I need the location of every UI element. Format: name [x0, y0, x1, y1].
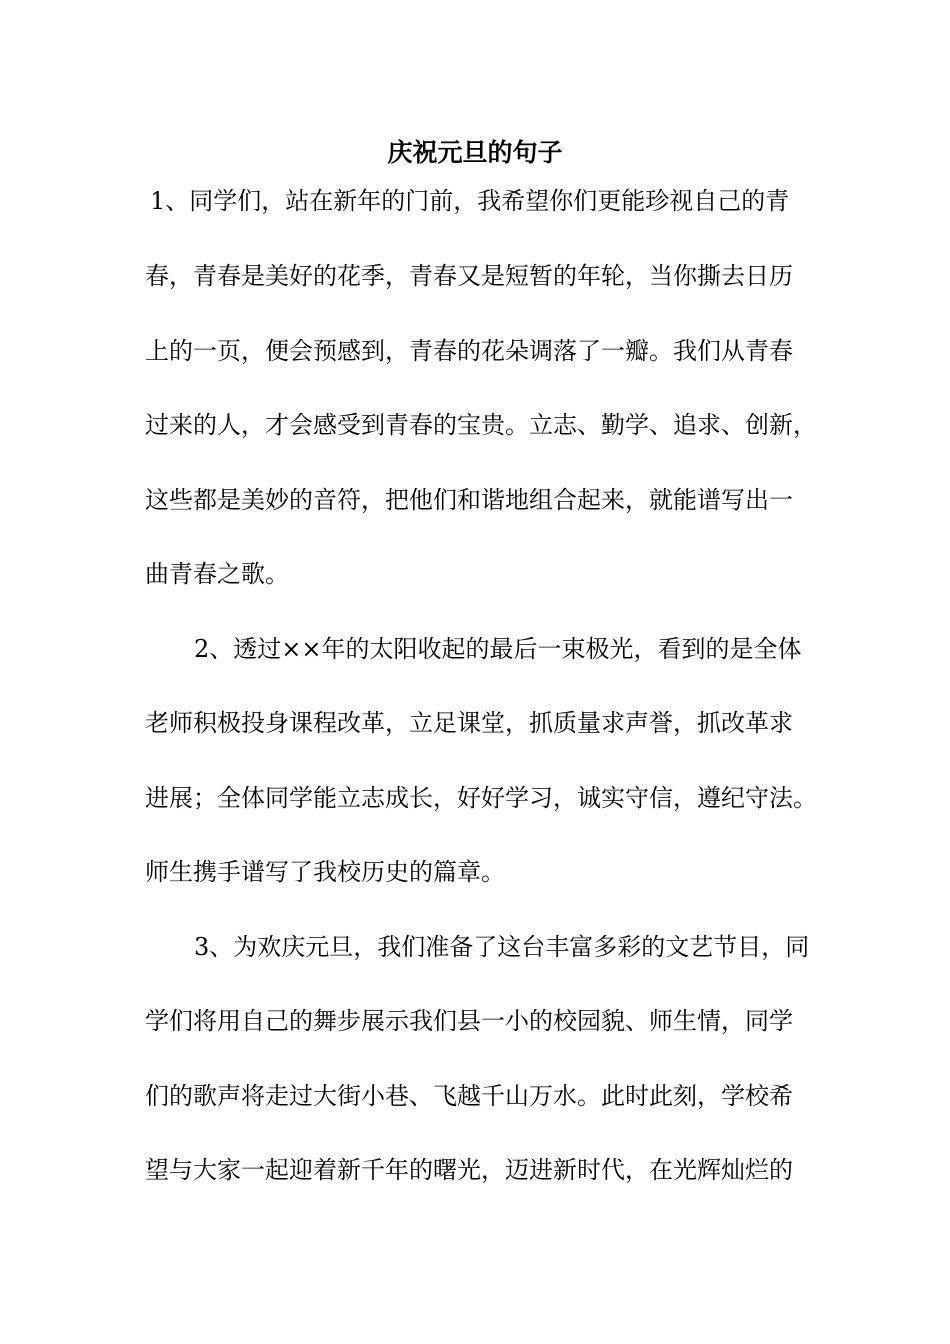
- text-line: 们的歌声将走过大街小巷、飞越千山万水。此时此刻，学校希: [145, 1082, 793, 1110]
- text-line: 望与大家一起迎着新千年的曙光，迈进新时代，在光辉灿烂的: [145, 1156, 793, 1184]
- text-line: 1、同学们，站在新年的门前，我希望你们更能珍视自己的青: [150, 187, 790, 215]
- text-line: 春，青春是美好的花季，青春又是短暂的年轮，当你撕去日历: [145, 262, 793, 290]
- document-title: 庆祝元旦的句子: [387, 138, 563, 167]
- text-line: 过来的人，才会感受到青春的宝贵。立志、勤学、追求、创新，: [145, 411, 817, 439]
- text-line: 2、透过××年的太阳收起的最后一束极光，看到的是全体: [170, 635, 802, 663]
- text-line: 师生携手谱写了我校历史的篇章。: [145, 858, 505, 886]
- text-line: 这些都是美妙的音符，把他们和谐地组合起来，就能谱写出一: [145, 486, 793, 514]
- text-line: 老师积极投身课程改革，立足课堂，抓质量求声誉，抓改革求: [145, 709, 793, 737]
- text-line: 学们将用自己的舞步展示我们县一小的校园貌、师生情，同学: [145, 1007, 793, 1035]
- text-line: 进展；全体同学能立志成长，好好学习，诚实守信，遵纪守法。: [145, 784, 817, 812]
- text-line: 上的一页，便会预感到，青春的花朵调落了一瓣。我们从青春: [145, 337, 793, 365]
- text-line: 3、为欢庆元旦，我们准备了这台丰富多彩的文艺节目，同: [170, 933, 810, 961]
- text-line: 曲青春之歌。: [145, 560, 289, 588]
